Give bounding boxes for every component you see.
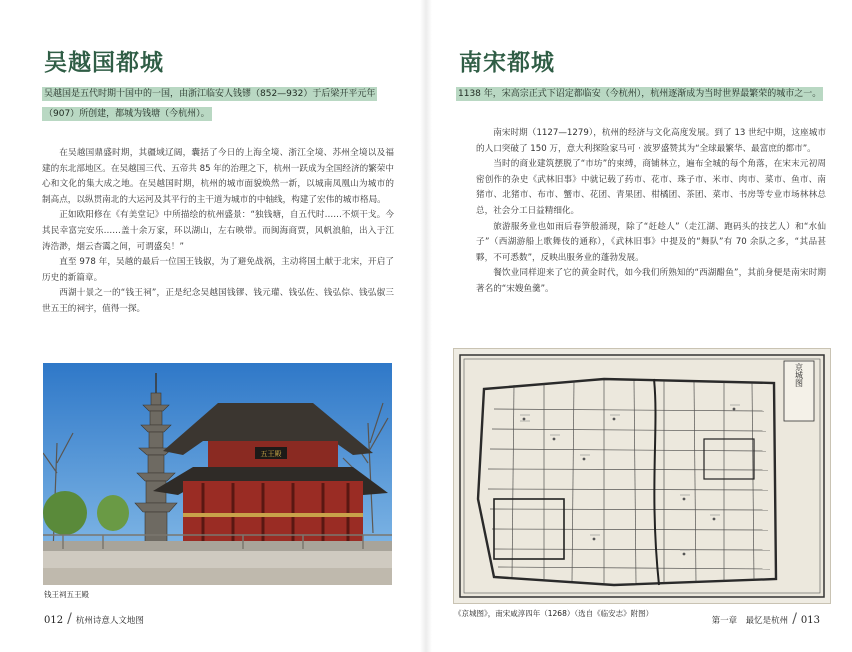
paragraph: 直至 978 年，吴越的最后一位国王钱俶，为了避免战祸，主动将国土献于北宋，开启了历史的新篇章。 (42, 257, 394, 283)
paragraph: 当时的商业建筑摆脱了“市坊”的束缚，商铺林立，遍布全城的每个角落，在宋末元初周密创作的杂史《武林旧事》中就记载了药市、花市、珠子市、米市、肉市、菜市、鱼市、南猪市、北猪市、布市、蟹市、花团、青果团、柑橘团、茶团、菜市、书房等专业市场林林总总，社会分工日益精细化。 (476, 159, 826, 216)
right-page (426, 0, 852, 652)
page-number: 013 (800, 615, 820, 626)
paragraph: 在吴越国鼎盛时期，其疆域辽阔，囊括了今日的上海全境、浙江全境、苏州全境以及福建的东北部地区。在吴越国三代、五帝共 85 年的治理之下，杭州一跃成为全国经济的繁荣中心和文化的集大成之地。在吴越国时期，杭州的城市面貌焕然一新，以城南凤凰山为城市的制高点，以纵贯南北的大运河及其平行的主干道为城市的中轴线，构建了宏伟的城市格局。 (42, 148, 394, 205)
highlight-intro (456, 84, 826, 104)
folio-divider: / (67, 611, 72, 627)
page-number: 012 (44, 615, 64, 626)
body-text (42, 146, 394, 318)
hall-plaque: 五王殿 (260, 450, 282, 458)
highlight-text: 吴越国是五代时期十国中的一国，由浙江临安人钱镠（852—932）于后梁开平元年（907）所创建，都城为钱塘（今杭州）。 (44, 89, 376, 119)
map-caption: 《京城图》，南宋咸淳四年（1268）（选自《临安志》附图） (454, 609, 654, 618)
body-text (476, 126, 826, 298)
temple-photo (43, 363, 392, 585)
section-title: 吴越国都城 (44, 50, 164, 76)
city-map-drawing (454, 349, 830, 603)
paragraph: 西湖十景之一的“钱王祠”，正是纪念吴越国钱镠、钱元瓘、钱弘佐、钱弘倧、钱弘俶三世五王的祠宇，值得一探。 (42, 288, 394, 314)
paragraph: 餐饮业同样迎来了它的黄金时代，如今我们所熟知的“西湖醋鱼”，其前身便是南宋时期著名的“宋嫂鱼羹”。 (476, 268, 826, 294)
temple-illustration (43, 363, 392, 585)
paragraph: 南宋时期（1127—1279），杭州的经济与文化高度发展。到了 13 世纪中期，这座城市的人口突破了 150 万，意大利探险家马可 · 波罗盛赞其为“全球最繁华、最富庶的都市”。 (476, 128, 826, 154)
highlight-intro (42, 84, 394, 124)
running-head: 杭州诗意人文地图 (75, 616, 144, 626)
map-title: 京城图 (794, 363, 804, 387)
paragraph: 正如欧阳修在《有美堂记》中所描绘的杭州盛景：“独钱塘，自五代时……不烦干戈。今其民幸富完安乐……盖十余万家，环以湖山，左右映带。而闽海商贾，风帆浪舶，出入于江涛浩渺，烟云杳霭之间，可谓盛矣！” (42, 210, 394, 252)
page-footer (44, 611, 144, 627)
section-title: 南宋都城 (459, 50, 555, 76)
highlight-text: 1138 年，宋高宗正式下诏定都临安（今杭州），杭州逐渐成为当时世界最繁荣的城市之一。 (458, 89, 822, 99)
page-footer (712, 611, 820, 627)
paragraph: 旅游服务业也如雨后春笋般涌现，除了“赶趁人”（走江湖、跑码头的技艺人）和“水仙子”（西湖游船上歌舞伎的通称），《武林旧事》中提及的“舞队”有 70 余队之多，“其品甚夥，不可悉数”，反映出服务业的蓬勃发展。 (476, 221, 826, 263)
folio-divider: / (792, 611, 797, 627)
photo-caption: 钱王祠五王殿 (44, 590, 89, 599)
historic-city-map (453, 348, 831, 604)
running-head: 第一章 最忆是杭州 (711, 616, 789, 626)
